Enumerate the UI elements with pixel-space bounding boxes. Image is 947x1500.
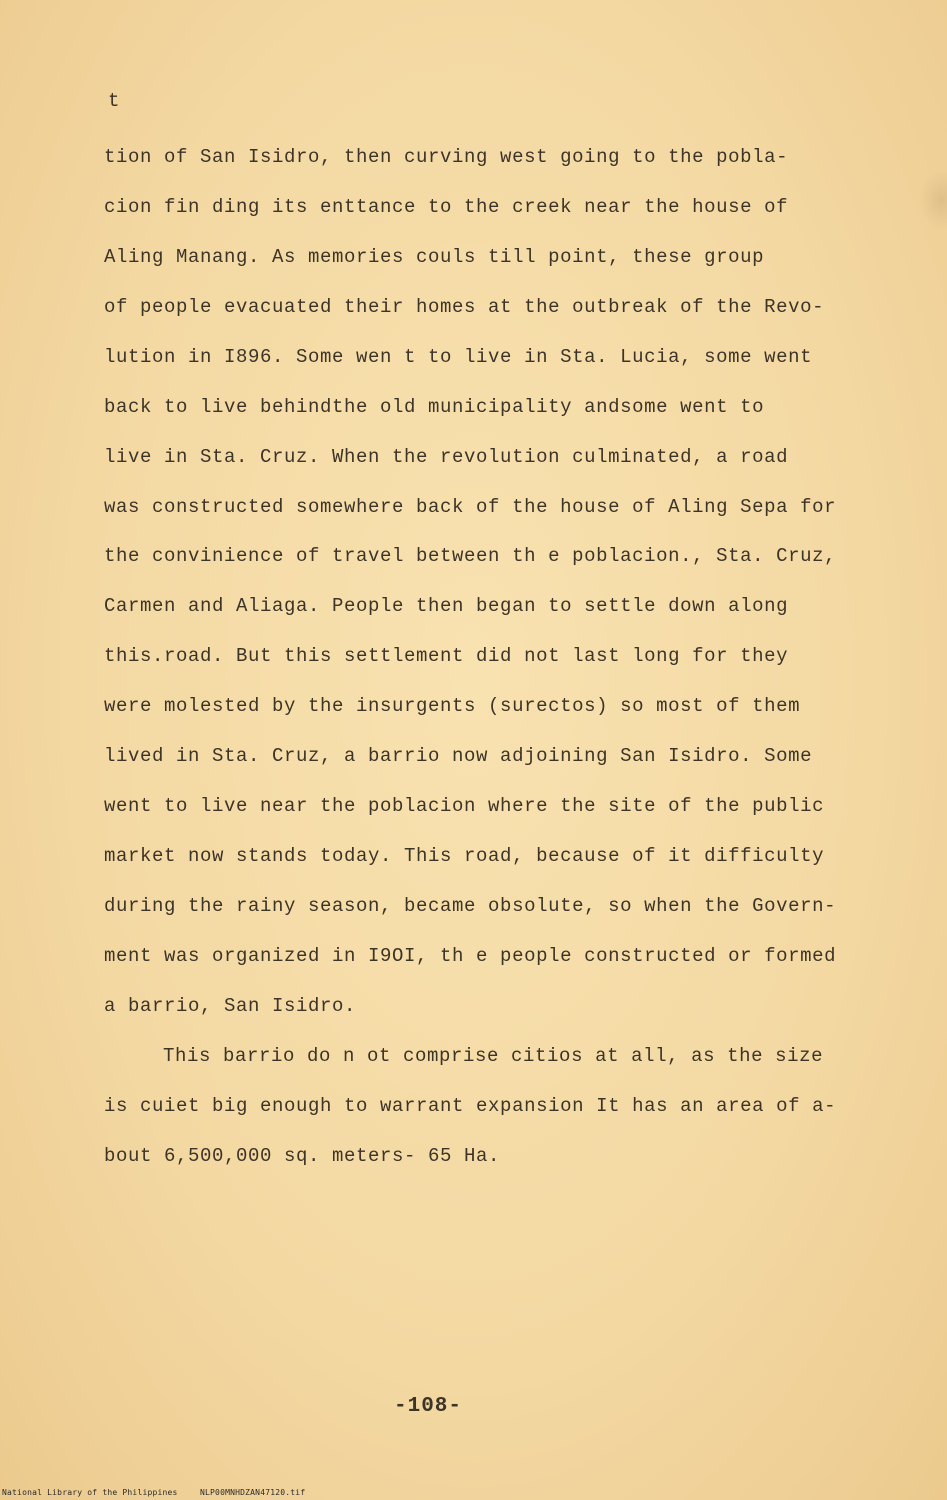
text-line: the convinience of travel between th e poblacion., Sta. Cruz, xyxy=(104,545,837,567)
text-line: tion of San Isidro, then curving west going to the pobla- xyxy=(104,146,789,168)
paragraph-line: This barrio do n ot comprise citios at all, as the size xyxy=(163,1045,824,1067)
text-line: were molested by the insurgents (surectos) so most of them xyxy=(104,695,801,717)
footer-library: National Library of the Philippines xyxy=(2,1488,178,1497)
paragraph-line: is cuiet big enough to warrant expansion It has an area of a- xyxy=(104,1095,837,1117)
text-line: went to live near the poblacion where the site of the public xyxy=(104,795,825,817)
page-number: -108- xyxy=(393,1395,462,1418)
stray-letter: t xyxy=(108,90,121,112)
text-line: this.road. But this settlement did not last long for they xyxy=(104,645,789,667)
text-line: cion fin ding its enttance to the creek near the house of xyxy=(104,196,789,218)
text-line: during the rainy season, became obsolute, so when the Govern- xyxy=(104,895,837,917)
text-line: ment was organized in I9OI, th e people constructed or formed xyxy=(104,945,837,967)
text-line: market now stands today. This road, because of it difficulty xyxy=(104,845,825,867)
text-line: back to live behindthe old municipality andsome went to xyxy=(104,396,765,418)
text-line: live in Sta. Cruz. When the revolution culminated, a road xyxy=(104,446,789,468)
text-line: Aling Manang. As memories couls till point, these group xyxy=(104,246,765,268)
text-line: of people evacuated their homes at the outbreak of the Revo- xyxy=(104,296,825,318)
text-line: lived in Sta. Cruz, a barrio now adjoining San Isidro. Some xyxy=(104,745,813,767)
paragraph-line: bout 6,500,000 sq. meters- 65 Ha. xyxy=(104,1145,501,1167)
paper-stain xyxy=(919,170,947,230)
text-line: a barrio, San Isidro. xyxy=(104,995,357,1017)
text-line: was constructed somewhere back of the house of Aling Sepa for xyxy=(104,496,837,518)
footer-filename: NLP00MNHDZAN47120.tif xyxy=(200,1488,306,1497)
text-line: Carmen and Aliaga. People then began to settle down along xyxy=(104,595,789,617)
text-line: lution in I896. Some wen t to live in Sta. Lucia, some went xyxy=(104,346,813,368)
